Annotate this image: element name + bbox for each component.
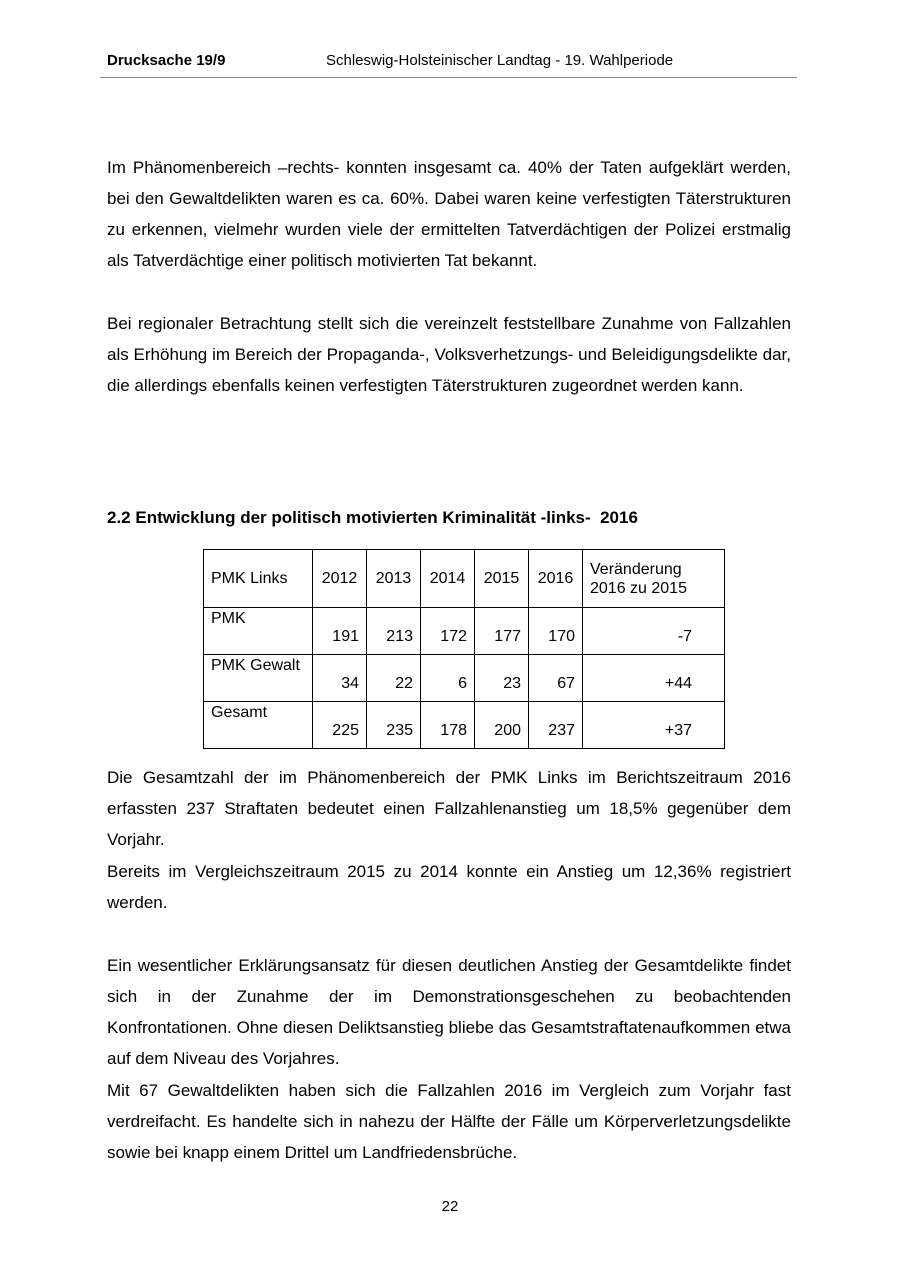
page-number: 22 bbox=[441, 1198, 459, 1215]
paragraph-violence: Mit 67 Gewaltdelikten haben sich die Fallzahlen 2016 im Vergleich zum Vorjahr fast verdreifacht. Es handelte sich in nahezu der Hälfte der Fälle um Körperverletzungsdelikte sowie bei knapp einem Drittel um Landfriedensbrüche. bbox=[107, 1081, 791, 1162]
table-cell: 22 bbox=[367, 655, 421, 702]
table-header-cell: 2014 bbox=[421, 550, 475, 608]
table-header-cell: 2015 bbox=[475, 550, 529, 608]
table-cell: 237 bbox=[529, 702, 583, 749]
header-divider bbox=[100, 77, 797, 78]
table-cell: 170 bbox=[529, 608, 583, 655]
table-header-cell: Veränderung 2016 zu 2015 bbox=[583, 550, 725, 608]
document-number: Drucksache 19/9 bbox=[107, 52, 226, 69]
table-header-row bbox=[204, 550, 725, 608]
table-cell: 177 bbox=[475, 608, 529, 655]
table-cell: 23 bbox=[475, 655, 529, 702]
table-row bbox=[204, 608, 725, 655]
table-cell: 178 bbox=[421, 702, 475, 749]
section-title: 2.2 Entwicklung der politisch motivierten Kriminalität -links- 2016 bbox=[107, 508, 638, 527]
table-row-label: PMK Gewalt bbox=[204, 655, 313, 702]
table-cell: 200 bbox=[475, 702, 529, 749]
table-cell-change: -7 bbox=[583, 608, 725, 655]
page-header bbox=[107, 52, 797, 74]
table-row-label: PMK bbox=[204, 608, 313, 655]
paragraph-total-increase: Die Gesamtzahl der im Phänomenbereich der PMK Links im Berichtszeitraum 2016 erfassten 237 Straftaten bedeutet einen Fallzahlenanstieg um 18,5% gegenüber dem Vorjahr. bbox=[107, 768, 791, 849]
table-header-cell: 2013 bbox=[367, 550, 421, 608]
table-header-cell: 2016 bbox=[529, 550, 583, 608]
table-row-label: Gesamt bbox=[204, 702, 313, 749]
table-row bbox=[204, 655, 725, 702]
table-cell: 235 bbox=[367, 702, 421, 749]
paragraph-regional-view: Bei regionaler Betrachtung stellt sich die vereinzelt feststellbare Zunahme von Fallzahlen als Erhöhung im Bereich der Propaganda-, Volksverhetzungs- und Beleidigungsdelikte dar, die allerdings ebenfalls keinen verfestigten Täterstrukturen zugeordnet werden kann. bbox=[107, 314, 791, 395]
paragraph-explanation: Ein wesentlicher Erklärungsansatz für diesen deutlichen Anstieg der Gesamtdelikte findet sich in der Zunahme der im Demonstrationsgeschehen zu beobachtenden Konfrontationen. Ohne diesen Deliktsanstieg bliebe das Gesamtstraftatenaufkommen etwa auf dem Niveau des Vorjahres. bbox=[107, 956, 791, 1068]
publisher-title: Schleswig-Holsteinischer Landtag - 19. Wahlperiode bbox=[326, 52, 674, 69]
paragraph-rechts-clearance: Im Phänomenbereich –rechts- konnten insgesamt ca. 40% der Taten aufgeklärt werden, bei den Gewaltdelikten waren es ca. 60%. Dabei waren keine verfestigten Täterstrukturen zu erkennen, vielmehr wurden viele der ermittelten Tatverdächtigen der Polizei erstmalig als Tatverdächtige einer politisch motivierten Tat bekannt. bbox=[107, 158, 791, 270]
table-cell: 213 bbox=[367, 608, 421, 655]
paragraph-prior-increase: Bereits im Vergleichszeitraum 2015 zu 2014 konnte ein Anstieg um 12,36% registriert werden. bbox=[107, 862, 791, 912]
table-cell: 172 bbox=[421, 608, 475, 655]
table-header-cell: 2012 bbox=[313, 550, 367, 608]
table-cell: 191 bbox=[313, 608, 367, 655]
pmk-links-table bbox=[203, 549, 725, 749]
table-cell: 225 bbox=[313, 702, 367, 749]
table-cell: 67 bbox=[529, 655, 583, 702]
table-cell-change: +44 bbox=[583, 655, 725, 702]
table-row bbox=[204, 702, 725, 749]
table-header-cell: PMK Links bbox=[204, 550, 313, 608]
table-cell-change: +37 bbox=[583, 702, 725, 749]
table-cell: 6 bbox=[421, 655, 475, 702]
table-cell: 34 bbox=[313, 655, 367, 702]
